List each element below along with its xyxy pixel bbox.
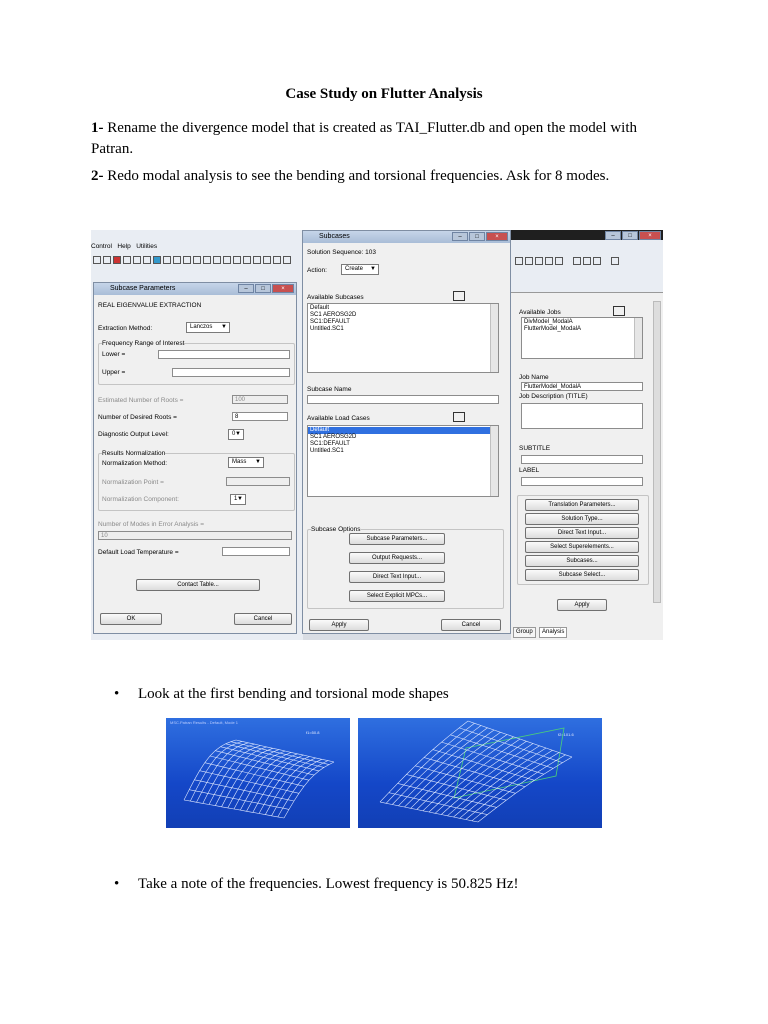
bullet-dot: • — [114, 876, 120, 892]
tab-analysis[interactable]: Analysis — [539, 627, 567, 638]
toolbar-icon[interactable] — [583, 257, 591, 265]
mesh-line — [433, 750, 535, 781]
list-item[interactable]: SC1 AEROSG2D — [310, 434, 357, 440]
toolbar-icon[interactable] — [193, 256, 201, 264]
mesh-line — [466, 753, 559, 820]
maximize-button[interactable]: □ — [255, 284, 271, 293]
subcase-parameters-window — [93, 282, 297, 634]
toolbar-icon[interactable] — [273, 256, 281, 264]
mesh-line — [405, 730, 495, 807]
toolbar-icon[interactable] — [93, 256, 101, 264]
maximize-button[interactable]: □ — [622, 231, 638, 240]
available-jobs-list[interactable] — [521, 317, 643, 359]
list-item[interactable]: Untitled.SC1 — [310, 448, 344, 454]
error-modes-input[interactable]: 10 — [98, 531, 292, 540]
tab-group[interactable]: Group — [513, 627, 536, 638]
chevron-down-icon: ▼ — [221, 324, 227, 330]
patran-screenshot — [91, 230, 663, 640]
step-2-text: Redo modal analysis to see the bending and torsional frequencies. Ask for 8 modes. — [107, 168, 610, 184]
list-item[interactable]: DivModel_ModalA — [524, 319, 573, 325]
analysis-toolbar — [515, 257, 619, 265]
toolbar-icon[interactable] — [133, 256, 141, 264]
solution-sequence: Solution Sequence: 103 — [307, 249, 377, 256]
toolbar-icon[interactable] — [153, 256, 161, 264]
chevron-down-icon: ▼ — [255, 459, 261, 465]
normalization-component-label: Normalization Component: — [102, 496, 179, 503]
scrollbar[interactable] — [490, 426, 498, 496]
toolbar-icon[interactable] — [593, 257, 601, 265]
desired-roots-input[interactable]: 8 — [232, 412, 288, 421]
bending-mode-mesh — [166, 718, 350, 828]
action-value: Create — [345, 266, 364, 272]
step-2-number: 2- — [91, 168, 104, 184]
action-select[interactable] — [341, 264, 379, 275]
toolbar-icon[interactable] — [233, 256, 241, 264]
upper-label: Upper = — [102, 369, 126, 376]
mesh-line — [459, 728, 562, 763]
action-label: Action: — [307, 267, 327, 274]
mesh-line — [472, 755, 566, 821]
bullet-dot: • — [114, 686, 120, 702]
toolbar-icon[interactable] — [555, 257, 563, 265]
filter-icon[interactable] — [453, 291, 465, 301]
minimize-button[interactable]: – — [238, 284, 254, 293]
mesh-line — [435, 741, 526, 813]
toolbar-icon[interactable] — [525, 257, 533, 265]
mesh-line — [441, 744, 533, 815]
normalization-component-value: 1 — [234, 496, 238, 502]
direct-text-input-button[interactable]: Direct Text Input... — [349, 571, 445, 583]
plot-title: MSC.Patran Results - Default, Mode 1 — [170, 720, 239, 725]
toolbar-icon[interactable] — [515, 257, 523, 265]
subcase-parameters-titlebar — [94, 283, 296, 295]
cancel-button[interactable]: Cancel — [441, 619, 501, 631]
toolbar-icon[interactable] — [535, 257, 543, 265]
chevron-down-icon: ▼ — [370, 266, 376, 272]
toolbar-icon[interactable] — [173, 256, 181, 264]
subcase-parameters-button[interactable]: Subcase Parameters... — [349, 533, 445, 545]
upper-input[interactable] — [172, 368, 290, 377]
available-subcases-label: Available Subcases — [307, 294, 364, 301]
lower-label: Lower = — [102, 351, 126, 358]
menu-help[interactable]: Help — [117, 243, 131, 250]
maximize-button[interactable]: □ — [469, 232, 485, 241]
translation-parameters-button[interactable]: Translation Parameters... — [525, 499, 639, 511]
ok-button[interactable]: OK — [100, 613, 162, 625]
bending-mode-plot — [166, 718, 350, 828]
filter-icon[interactable] — [453, 412, 465, 422]
analysis-titlebar — [511, 230, 663, 240]
estimated-roots-input[interactable]: 100 — [232, 395, 288, 404]
toolbar-icon[interactable] — [203, 256, 211, 264]
toolbar-icon[interactable] — [143, 256, 151, 264]
list-item[interactable]: Default — [308, 427, 498, 434]
toolbar-icon[interactable] — [611, 257, 619, 265]
direct-text-input-button[interactable]: Direct Text Input... — [525, 527, 639, 539]
select-superelements-button[interactable]: Select Superelements... — [525, 541, 639, 553]
results-normalization-label: Results Normalization — [102, 450, 166, 457]
load-cases-list[interactable] — [307, 425, 499, 497]
scrollbar[interactable] — [653, 301, 661, 603]
mesh-line — [417, 735, 507, 810]
apply-button[interactable]: Apply — [309, 619, 369, 631]
minimize-button[interactable]: – — [605, 231, 621, 240]
step-1 — [91, 118, 681, 160]
chevron-down-icon: ▼ — [235, 431, 241, 437]
main-menu — [91, 243, 157, 250]
diagnostic-output-select[interactable] — [228, 429, 244, 440]
minimize-button[interactable]: – — [452, 232, 468, 241]
close-button[interactable]: × — [639, 231, 661, 240]
plot-label: f1=50.8 — [306, 730, 320, 735]
select-explicit-mpcs-button[interactable]: Select Explicit MPCs... — [349, 590, 445, 602]
solution-type-button[interactable]: Solution Type... — [525, 513, 639, 525]
extraction-method-value: Lanczos — [190, 324, 213, 330]
mesh-line — [398, 783, 497, 807]
mesh-line — [454, 748, 547, 817]
mesh-line — [205, 763, 304, 787]
toolbar-icon[interactable] — [283, 256, 291, 264]
normalization-method-select[interactable] — [228, 457, 264, 468]
job-description-input[interactable] — [521, 403, 643, 429]
cancel-button[interactable]: Cancel — [234, 613, 292, 625]
subcase-options-label: Subcase Options — [311, 526, 361, 533]
normalization-method-label: Normalization Method: — [102, 460, 168, 467]
extraction-method-select[interactable] — [186, 322, 230, 333]
output-requests-button[interactable]: Output Requests... — [349, 552, 445, 564]
bullet-text: Take a note of the frequencies. Lowest frequency is 50.825 Hz! — [138, 876, 519, 892]
label-label: LABEL — [519, 467, 540, 474]
toolbar-icon[interactable] — [183, 256, 191, 264]
mesh-line — [184, 800, 284, 818]
available-jobs-label: Available Jobs — [519, 309, 561, 316]
close-button[interactable]: × — [486, 232, 508, 241]
apply-button[interactable]: Apply — [557, 599, 607, 611]
subcases-titlebar — [303, 231, 510, 243]
toolbar-icon[interactable] — [223, 256, 231, 264]
bullet-text: Look at the first bending and torsional mode shapes — [138, 686, 449, 702]
desired-roots-label: Number of Desired Roots = — [98, 414, 177, 421]
lower-input[interactable] — [158, 350, 290, 359]
analysis-panel — [511, 230, 663, 640]
toolbar-icon[interactable] — [213, 256, 221, 264]
subtitle-input[interactable] — [521, 455, 643, 464]
subcase-name-label: Subcase Name — [307, 386, 352, 393]
scrollbar[interactable] — [634, 318, 642, 358]
torsional-mode-mesh — [358, 718, 602, 828]
load-temperature-input[interactable] — [222, 547, 290, 556]
contact-table-button[interactable]: Contact Table... — [136, 579, 260, 591]
list-item[interactable]: SC1 AEROSG2D — [310, 312, 357, 318]
toolbar-icon[interactable] — [243, 256, 251, 264]
error-modes-label: Number of Modes in Error Analysis = — [98, 521, 205, 528]
mesh-line — [184, 740, 236, 800]
subcases-button[interactable]: Subcases... — [525, 555, 639, 567]
list-item[interactable]: SC1:DEFAULT — [310, 441, 350, 447]
close-button[interactable]: × — [272, 284, 294, 293]
chevron-down-icon: ▼ — [237, 496, 243, 502]
mesh-line — [429, 739, 520, 812]
toolbar-icon[interactable] — [263, 256, 271, 264]
list-item[interactable]: Untitled.SC1 — [310, 326, 344, 332]
menu-utilities[interactable]: Utilities — [136, 243, 158, 250]
window-title: Subcases — [319, 233, 350, 240]
diagnostic-output-value: 0 — [232, 431, 236, 437]
diagnostic-output-label: Diagnostic Output Level: — [98, 431, 169, 438]
mesh-line — [460, 750, 553, 818]
normalization-method-value: Mass — [232, 459, 247, 465]
frequency-range-label: Frequency Range of Interest — [102, 340, 185, 347]
load-temperature-label: Default Load Temperature = — [98, 549, 179, 556]
extraction-method-label: Extraction Method: — [98, 325, 153, 332]
estimated-roots-label: Estimated Number of Roots = — [98, 397, 184, 404]
subcase-name-input[interactable] — [307, 395, 499, 404]
mesh-line — [284, 762, 334, 818]
toolbar-icon[interactable] — [103, 256, 111, 264]
toolbar-icon[interactable] — [123, 256, 131, 264]
menu-control[interactable]: Control — [91, 243, 112, 250]
plot-label: f2=101.6 — [558, 732, 574, 737]
available-subcases-list[interactable] — [307, 303, 499, 373]
list-item[interactable]: Default — [310, 305, 330, 311]
toolbar-icon[interactable] — [113, 256, 121, 264]
analysis-form — [511, 292, 663, 640]
toolbar-icon[interactable] — [545, 257, 553, 265]
step-2 — [91, 166, 681, 187]
mesh-line — [406, 775, 506, 801]
step-1-number: 1- — [91, 120, 104, 136]
eigen-heading: REAL EIGENVALUE EXTRACTION — [98, 302, 202, 309]
label-input[interactable] — [521, 477, 643, 486]
subcase-select-button[interactable]: Subcase Select... — [525, 569, 639, 581]
filter-icon[interactable] — [613, 306, 625, 316]
mesh-line — [447, 746, 539, 816]
torsional-mode-plot — [358, 718, 602, 828]
list-item[interactable]: FlutterModel_ModalA — [524, 326, 582, 332]
normalization-point-label: Normalization Point = — [102, 479, 164, 486]
document-title: Case Study on Flutter Analysis — [285, 86, 483, 102]
normalization-point-input[interactable] — [226, 477, 290, 486]
job-name-label: Job Name — [519, 374, 549, 381]
list-item[interactable]: SC1:DEFAULT — [310, 319, 350, 325]
mesh-line — [389, 793, 488, 815]
toolbar-icon[interactable] — [163, 256, 171, 264]
step-1-text: Rename the divergence model that is created as TAI_Flutter.db and open the model with Patran. — [91, 120, 638, 157]
subcases-window — [302, 230, 511, 634]
available-load-cases-label: Available Load Cases — [307, 415, 370, 422]
subtitle-label: SUBTITLE — [519, 445, 551, 452]
window-title: Subcase Parameters — [110, 285, 176, 292]
job-name-input[interactable]: FlutterModel_ModalA — [521, 382, 643, 391]
normalization-component-select[interactable] — [230, 494, 246, 505]
mesh-line — [236, 740, 334, 762]
toolbar-icon[interactable] — [573, 257, 581, 265]
main-toolbar — [93, 256, 291, 264]
toolbar-icon[interactable] — [253, 256, 261, 264]
scrollbar[interactable] — [490, 304, 498, 372]
mesh-line — [450, 735, 553, 769]
job-description-label: Job Description (TITLE) — [519, 393, 588, 400]
